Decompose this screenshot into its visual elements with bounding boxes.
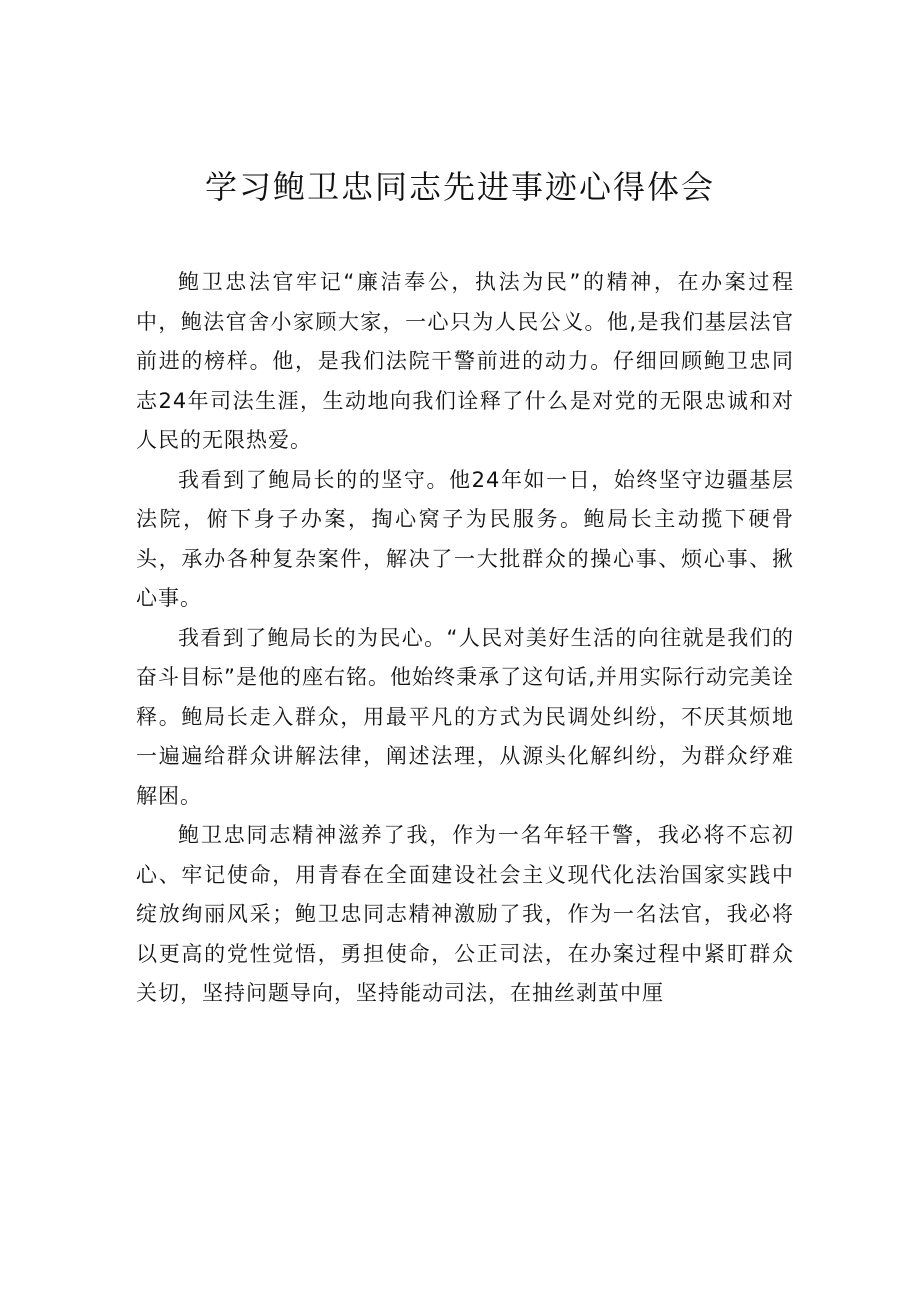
page-title: 学习鲍卫忠同志先进事迹心得体会	[204, 168, 715, 206]
document-body	[136, 263, 794, 1014]
paragraph-1: 鲍卫忠法官牢记“廉洁奉公，执法为民”的精神，在办案过程中，鲍法官舍小家顾大家，一心只为人民公义。他,是我们基层法官前进的榜样。他，是我们法院干警前进的动力。仔细回顾鲍卫忠同志24年司法生涯，生动地向我们诠释了什么是对党的无限忠诚和对人民的无限热爱。	[136, 270, 794, 452]
paragraph-2: 我看到了鲍局长的的坚守。他24年如一日，始终坚守边疆基层法院，俯下身子办案，掏心窝子为民服务。鲍局长主动揽下硬骨头，承办各种复杂案件，解决了一大批群众的操心事、烦心事、揪心事。	[136, 467, 794, 610]
paragraph-3: 我看到了鲍局长的为民心。“人民对美好生活的向往就是我们的奋斗目标”是他的座右铭。他始终秉承了这句话,并用实际行动完美诠释。鲍局长走入群众，用最平凡的方式为民调处纠纷，不厌其烦地一遍遍给群众讲解法律，阐述法理，从源头化解纠纷，为群众纾难解困。	[136, 625, 794, 808]
paragraph-4: 鲍卫忠同志精神滋养了我，作为一名年轻干警，我必将不忘初心、牢记使命，用青春在全面建设社会主义现代化法治国家实践中绽放绚丽风采；鲍卫忠同志精神激励了我，作为一名法官，我必将以更高的党性觉悟，勇担使命，公正司法，在办案过程中紧盯群众关切，坚持问题导向，坚持能动司法，在抽丝剥茧中厘	[136, 823, 794, 1005]
